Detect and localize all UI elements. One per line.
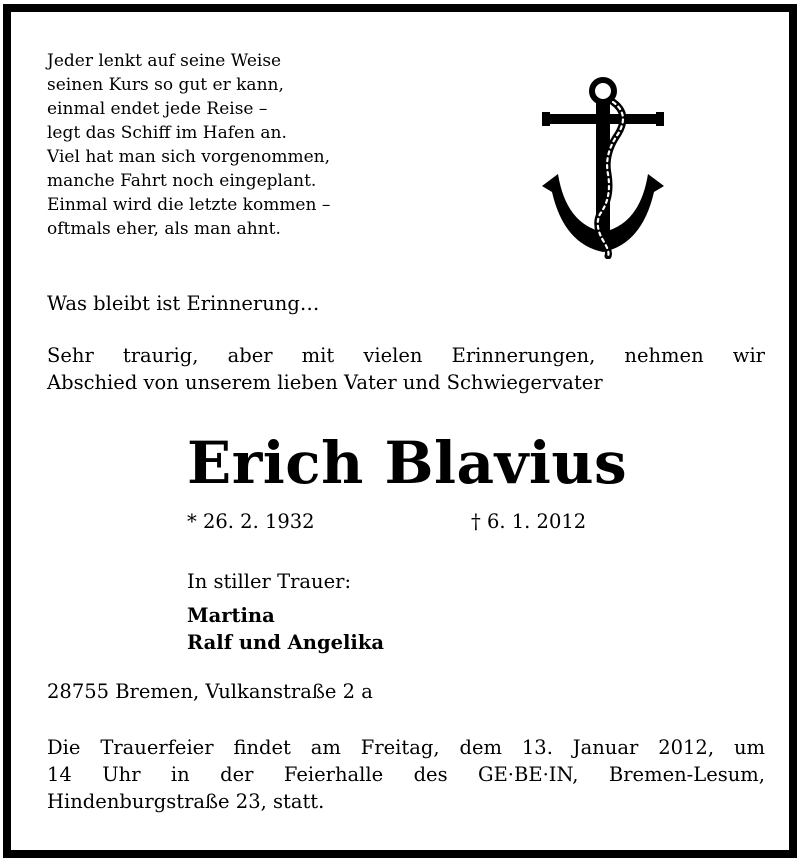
mourning-label: In stiller Trauer: <box>187 570 352 593</box>
intro-line: Abschied von unserem lieben Vater und Schwiegervater <box>47 371 603 394</box>
deceased-name: Erich Blavius <box>187 429 628 497</box>
farewell-intro <box>47 342 765 396</box>
funeral-line: Hindenburgstraße 23, statt. <box>47 790 325 813</box>
funeral-line: Die Trauerfeier findet am Freitag, dem 13. Januar 2012, um <box>47 736 765 759</box>
poem-line: manche Fahrt noch eingeplant. <box>47 171 317 191</box>
poem <box>47 49 330 241</box>
birth-date: * 26. 2. 1932 <box>187 510 315 533</box>
poem-line: Viel hat man sich vorgenommen, <box>47 147 331 167</box>
obituary-notice <box>3 4 797 858</box>
poem-line: oftmals eher, als man ahnt. <box>47 219 281 239</box>
intro-line: Sehr traurig, aber mit vielen Erinnerungen, nehmen wir <box>47 344 765 367</box>
funeral-line: 14 Uhr in der Feierhalle des GE·BE·IN, Bremen-Lesum, <box>47 763 765 786</box>
poem-line: legt das Schiff im Hafen an. <box>47 123 287 143</box>
death-date: † 6. 1. 2012 <box>471 510 587 533</box>
remembrance-line: Was bleibt ist Erinnerung… <box>47 292 320 315</box>
mourner-name: Ralf und Angelika <box>187 631 384 654</box>
family-address: 28755 Bremen, Vulkanstraße 2 a <box>47 680 373 703</box>
anchor-icon <box>538 74 668 259</box>
poem-line: Einmal wird die letzte kommen – <box>47 195 331 215</box>
mourner-name: Martina <box>187 604 275 627</box>
poem-line: einmal endet jede Reise – <box>47 99 268 119</box>
mourners-list <box>187 602 384 656</box>
funeral-details <box>47 734 765 815</box>
poem-line: seinen Kurs so gut er kann, <box>47 75 284 95</box>
poem-line: Jeder lenkt auf seine Weise <box>47 51 282 71</box>
